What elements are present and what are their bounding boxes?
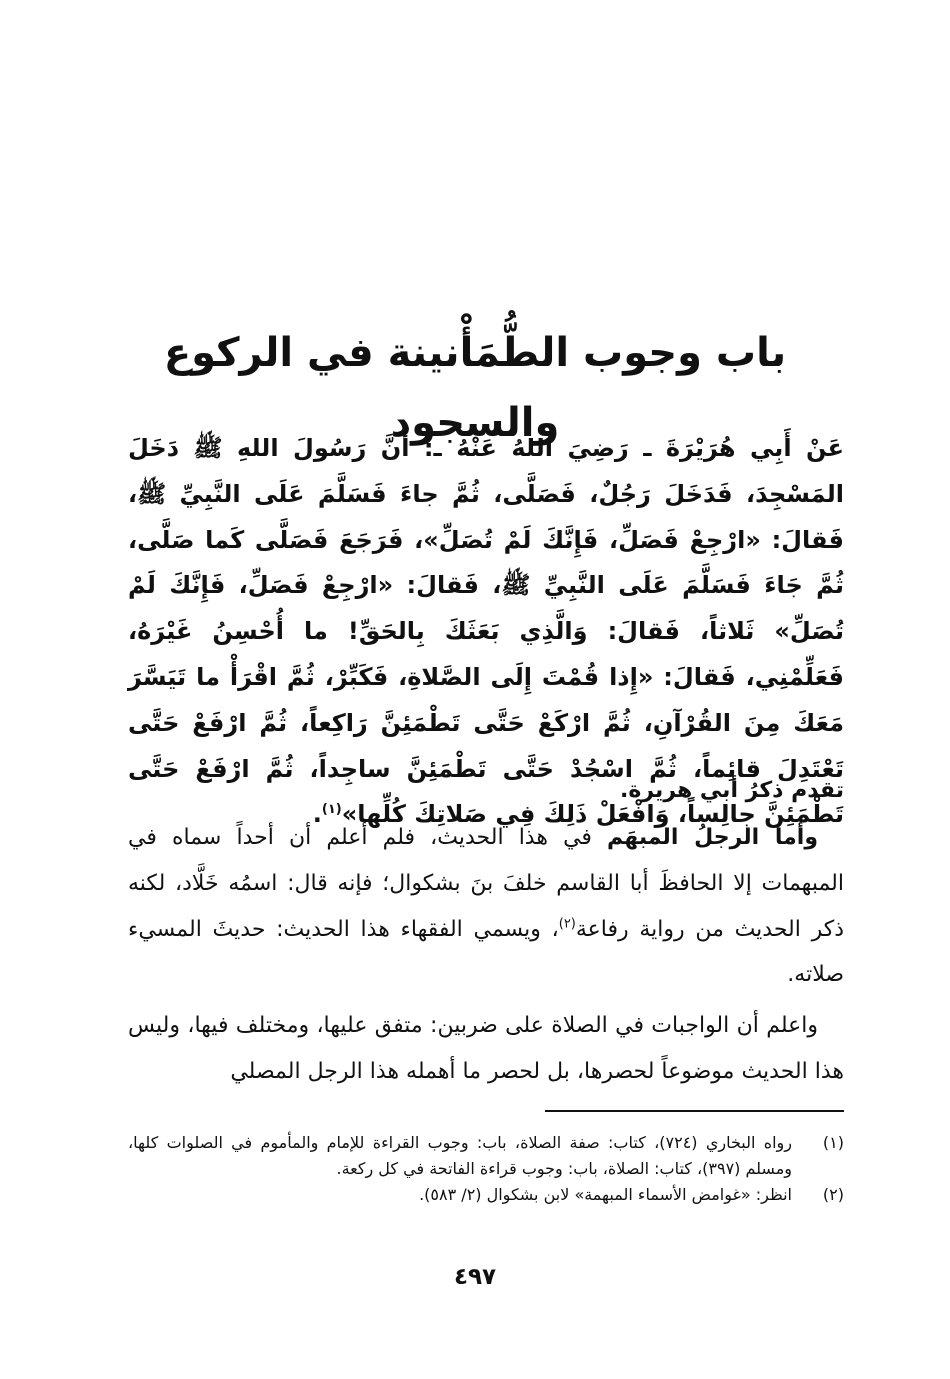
footnote-text: رواه البخاري (٧٢٤)، كتاب: صفة الصلاة، باب: وجوب القراءة للإمام والمأموم في الصلوات كلها، ومسلم (٣٩٧)، كتاب: الصلاة، باب: وجوب قراءة الفاتحة في كل ركعة. — [128, 1133, 793, 1178]
hadith-body: عَنْ أَبِي هُرَيْرَةَ ـ رَضِيَ اللهُ عَنْهُ ـ: أَنَّ رَسُولَ اللهِ ﷺ دَخَلَ المَسْجِدَ، فَدَخَلَ رَجُلٌ، فَصَلَّى، ثُمَّ جاءَ فَسَلَّمَ عَلَى النَّبِيِّ ﷺ، فَقالَ: «ارْجِعْ فَصَلِّ، فَإِنَّكَ لَمْ تُصَلِّ»، فَرَجَعَ فَصَلَّى كَما صَلَّى، ثُمَّ جَاءَ فَسَلَّمَ عَلَى النَّبِيِّ ﷺ، فَقالَ: «ارْجِعْ فَصَلِّ، فَإِنَّكَ لَمْ تُصَلِّ» ثَلاثاً، فَقالَ: وَالَّذِي بَعَثَكَ بِالحَقِّ! ما أُحْسِنُ غَيْرَهُ، فَعَلِّمْنِي، فَقالَ: «إِذا قُمْتَ إِلَى الصَّلاةِ، فَكَبِّرْ، ثُمَّ اقْرَأْ ما تَيَسَّرَ مَعَكَ مِنَ القُرْآنِ، ثُمَّ ارْكَعْ حَتَّى تَطْمَئِنَّ رَاكِعاً، ثُمَّ ارْفَعْ حَتَّى تَعْتَدِلَ قائِماً، ثُمَّ اسْجُدْ حَتَّى تَطْمَئِنَّ ساجِداً، ثُمَّ ارْفَعْ حَتَّى تَطْمَئِنَّ جالِساً، وَافْعَلْ ذَلِكَ فِي صَلاتِكَ كُلِّها» — [128, 434, 844, 829]
footnote-ref-1[interactable]: (١) — [321, 802, 342, 818]
paragraph-wajibat: واعلم أن الواجبات في الصلاة على ضربين: متفق عليها، ومختلف فيها، وليس هذا الحديث موضوعاً لحصرها، بل لحصر ما أهمله هذا الرجل المصلي — [128, 1013, 844, 1084]
chapter-title: باب وجوب الطُّمَأْنينة في الركوع والسجود — [163, 330, 787, 446]
footnote-number: (٢) — [822, 1185, 844, 1204]
footnote-item — [128, 1130, 844, 1182]
paragraph-mubham — [128, 815, 844, 998]
footnote-number: (١) — [822, 1133, 844, 1152]
page-number: ٤٩٧ — [453, 1264, 497, 1290]
footnote-ref-2[interactable]: (٢) — [558, 916, 576, 932]
footnotes — [128, 1130, 844, 1208]
narrator-note: تقدم ذكرُ أبي هريرة. — [620, 778, 844, 803]
paragraph-text: في هذا الحديث، فلم أعلم أن أحداً سماه في المبهمات إلا الحافظَ أبا القاسم خلفَ بنَ بشكوال؛ فإنه قال: اسمُه خَلَّاد، لكنه ذكر الحديث من رواية رفاعة — [128, 825, 844, 942]
footnote-item — [128, 1182, 844, 1208]
paragraph-text: ، ويسمي الفقهاء هذا الحديث: حديثَ المسيء صلاته. — [128, 916, 844, 988]
paragraph-lead: وأما الرجلُ المبهَم — [607, 825, 818, 850]
footnote-divider — [545, 1110, 844, 1112]
hadith-end: . — [312, 800, 322, 829]
footnote-text: انظر: «غوامض الأسماء المبهمة» لابن بشكوال (٢/ ٥٨٣). — [419, 1185, 792, 1204]
